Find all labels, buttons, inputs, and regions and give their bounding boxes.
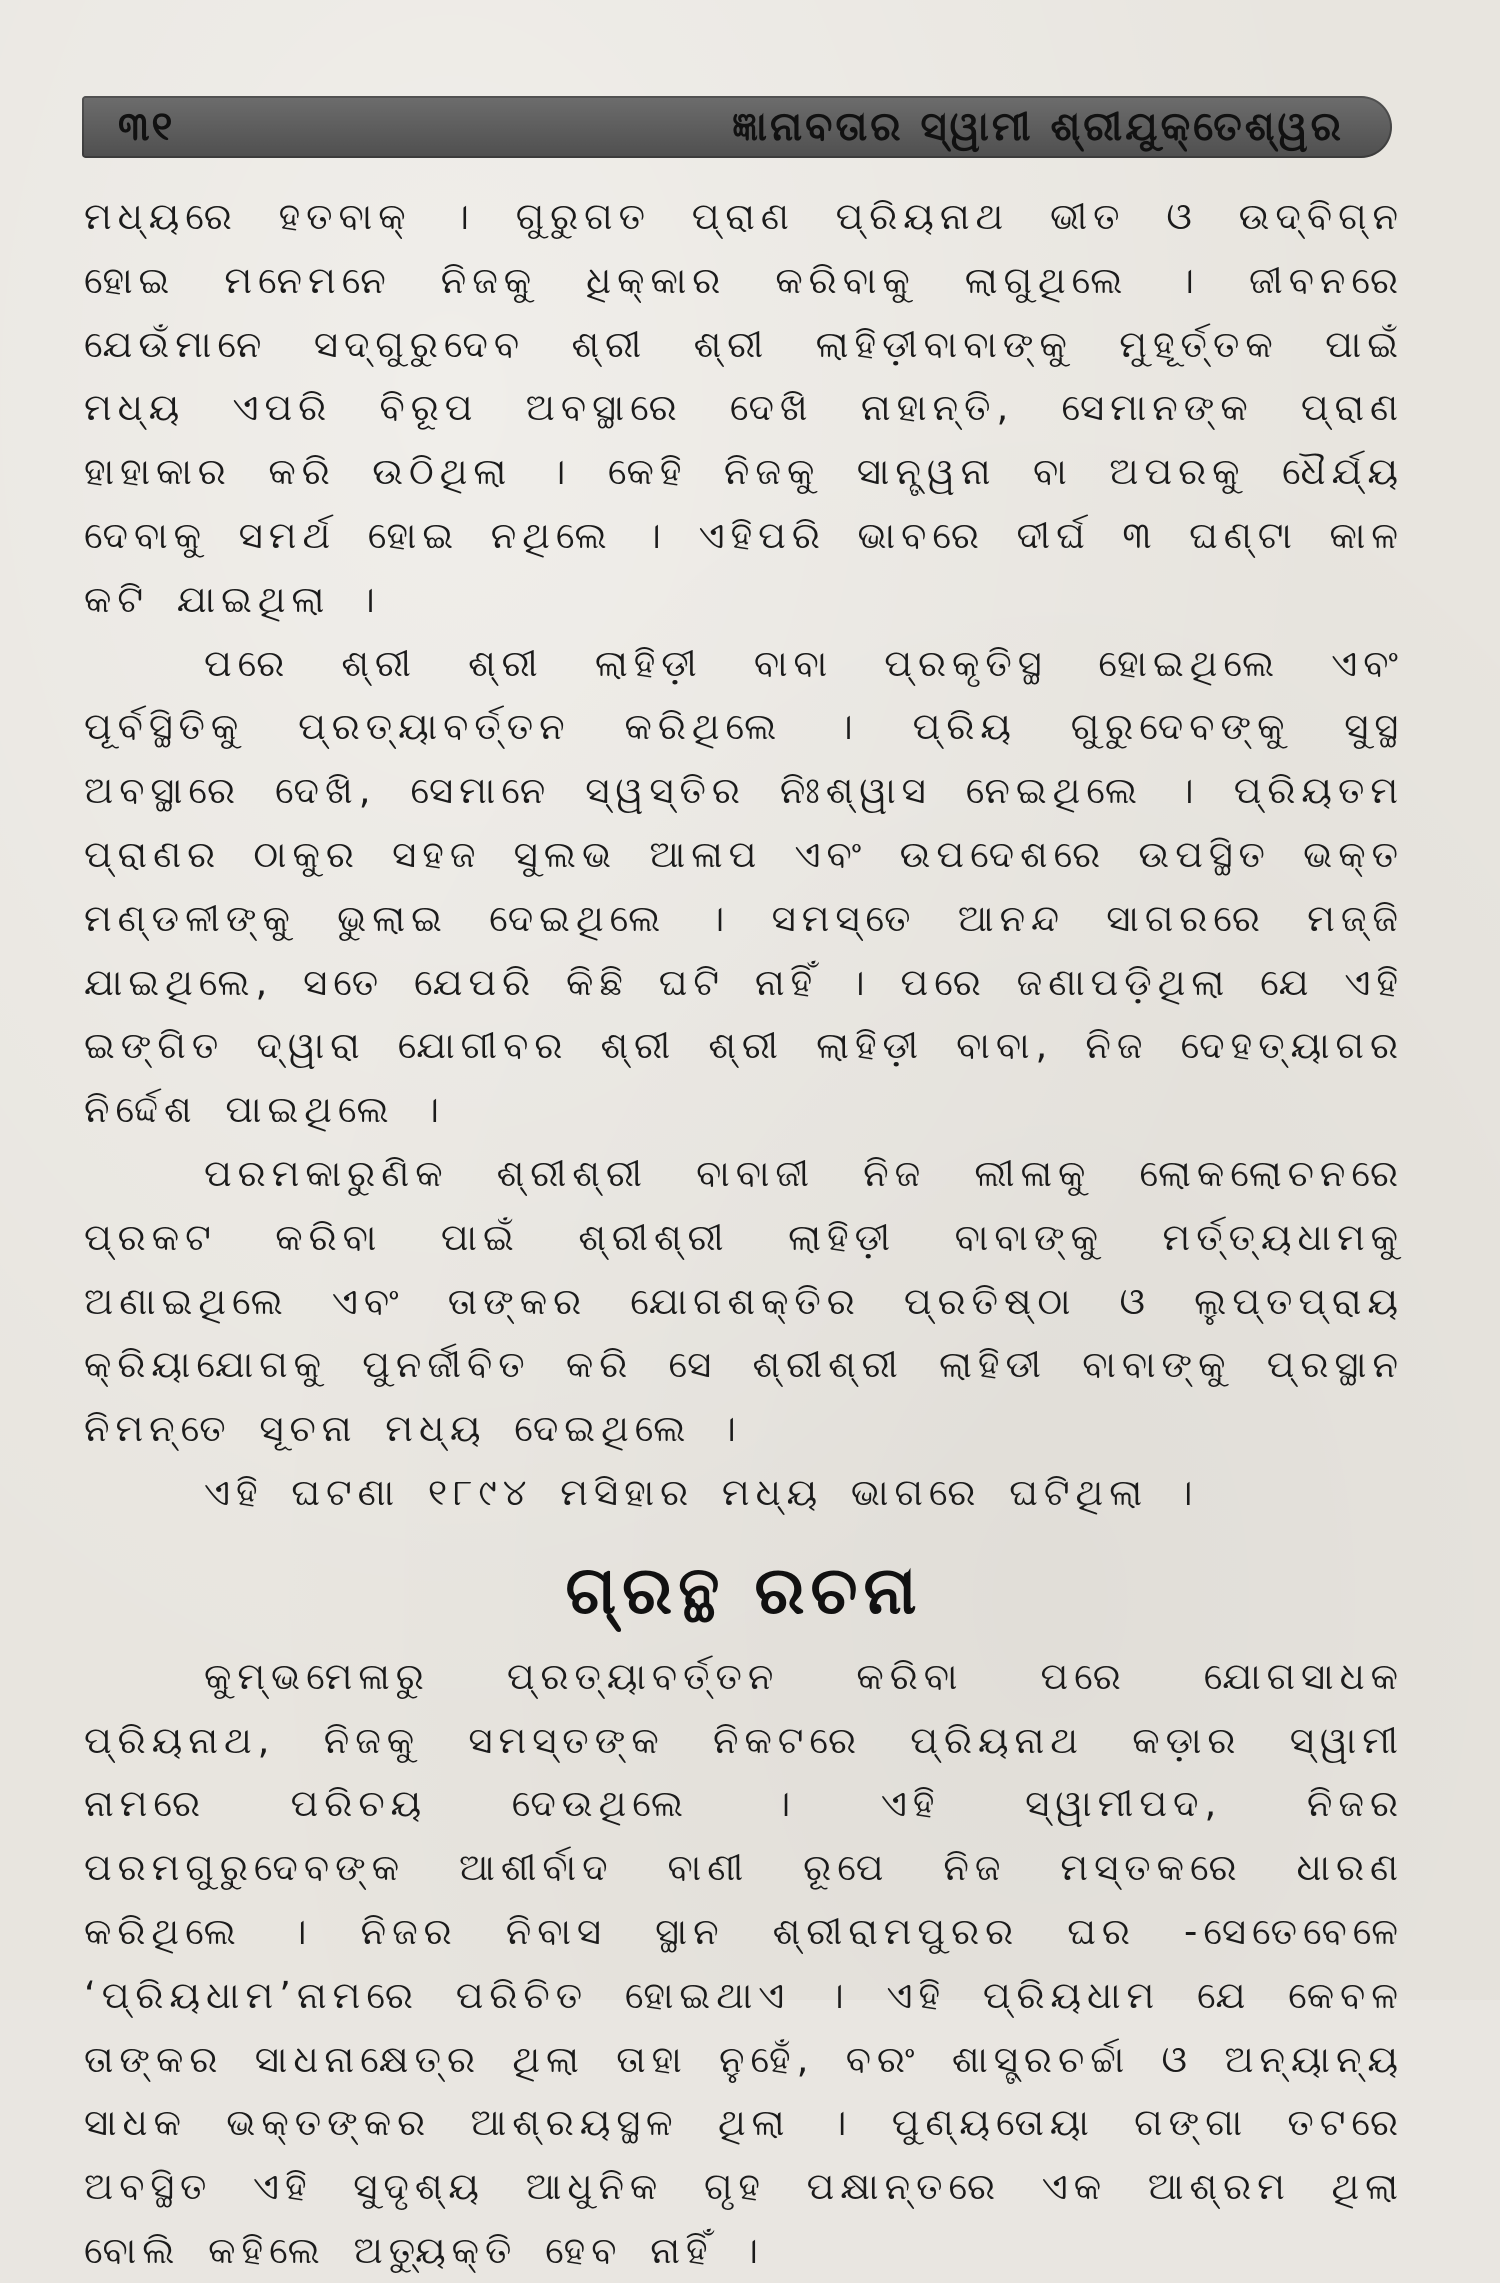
paragraph-4: ଏହି ଘଟଣା ୧୮୯୪ ମସିହାର ମଧ୍ୟ ଭାଗରେ ଘଟିଥିଲା । xyxy=(204,1470,1199,1514)
paragraph-1: ମଧ୍ୟରେ ହତବାକ୍ । ଗୁରୁଗତ ପ୍ରାଣ ପ୍ରିୟନାଥ ଭୀତ ଓ ଉଦ୍‌ବିଗ୍ନ ହୋଇ ମନେମନେ ନିଜକୁ ଧିକ୍‌କାର କରିବାକୁ ଲାଗୁଥିଲେ । ଜୀବନରେ ଯେଉଁମାନେ ସଦ୍‌ଗୁରୁଦେବ ଶ୍ରୀ ଶ୍ରୀ ଲାହିଡ଼ୀବାବାଙ୍କୁ ମୁହୂର୍ତ୍ତକ ପାଇଁ ମଧ୍ୟ ଏପରି ବିରୂପ ଅବସ୍ଥାରେ ଦେଖି ନାହାନ୍ତି, ସେମାନଙ୍କ ପ୍ରାଣ ହାହାକାର କରି ଉଠିଥିଲା । କେହି ନିଜକୁ ସାନ୍ତ୍ୱନା ବା ଅପରକୁ ଧୈର୍ଯ୍ୟ ଦେବାକୁ ସମର୍ଥ ହୋଇ ନଥିଲେ । ଏହିପରି ଭାବରେ ଦୀର୍ଘ ୩ ଘଣ୍ଟା କାଳ କଟି ଯାଇଥିଲା । xyxy=(84,195,1404,621)
page-body xyxy=(84,185,1404,2283)
running-title: ଜ୍ଞାନାବତାର ସ୍ୱାମୀ ଶ୍ରୀଯୁକ୍ତେଶ୍ୱର xyxy=(732,104,1344,150)
paragraph-3: ପରମକାରୁଣିକ ଶ୍ରୀଶ୍ରୀ ବାବାଜୀ ନିଜ ଲୀଳାକୁ ଲୋକଲୋଚନରେ ପ୍ରକଟ କରିବା ପାଇଁ ଶ୍ରୀଶ୍ରୀ ଲାହିଡ଼ୀ ବାବାଙ୍କୁ ମର୍ତ୍ତ୍ୟଧାମକୁ ଅଣାଇଥିଲେ ଏବଂ ତାଙ୍କର ଯୋଗଶକ୍ତିର ପ୍ରତିଷ୍ଠା ଓ ଲୁପ୍ତପ୍ରାୟ କ୍ରିୟାଯୋଗକୁ ପୁନର୍ଜୀବିତ କରି ସେ ଶ୍ରୀଶ୍ରୀ ଲାହିଡୀ ବାବାଙ୍କୁ ପ୍ରସ୍ଥାନ ନିମନ୍ତେ ସୂଚନା ମଧ୍ୟ ଦେଇଥିଲେ । xyxy=(84,1151,1405,1451)
section-title: ଗ୍ରନ୍ଥ ରଚନା xyxy=(565,1551,923,1629)
page-header xyxy=(82,96,1392,158)
page-number: ୩୧ xyxy=(118,104,175,150)
section-paragraph: କୁମ୍ଭମେଳାରୁ ପ୍ରତ୍ୟାବର୍ତ୍ତନ କରିବା ପରେ ଯୋଗସାଧକ ପ୍ରିୟନାଥ, ନିଜକୁ ସମସ୍ତଙ୍କ ନିକଟରେ ପ୍ରିୟନାଥ କଡ଼ାର ସ୍ୱାମୀ ନାମରେ ପରିଚୟ ଦେଉଥିଲେ । ଏହି ସ୍ୱାମୀପଦ, ନିଜର ପରମଗୁରୁଦେବଙ୍କ ଆଶୀର୍ବାଦ ବାଣୀ ରୂପେ ନିଜ ମସ୍ତକରେ ଧାରଣ କରିଥିଲେ । ନିଜର ନିବାସ ସ୍ଥାନ ଶ୍ରୀରାମପୁରର ଘର -ସେତେବେଳେ ‘ପ୍ରିୟଧାମ’ନାମରେ ପରିଚିତ ହୋଇଥାଏ । ଏହି ପ୍ରିୟଧାମ ଯେ କେବଳ ତାଙ୍କର ସାଧନାକ୍ଷେତ୍ର ଥିଲା ତାହା ନୁହେଁ, ବରଂ ଶାସ୍ତ୍ରଚର୍ଚ୍ଚା ଓ ଅନ୍ୟାନ୍ୟ ସାଧକ ଭକ୍ତଙ୍କର ଆଶ୍ରୟସ୍ଥଳ ଥିଲା । ପୁଣ୍ୟତୋୟା ଗଙ୍ଗା ତଟରେ ଅବସ୍ଥିତ ଏହି ସୁଦୃଶ୍ୟ ଆଧୁନିକ ଗୃହ ପକ୍ଷାନ୍ତରେ ଏକ ଆଶ୍ରମ ଥିଲା ବୋଲି କହିଲେ ଅତ୍ୟୁକ୍ତି ହେବ ନାହିଁ । xyxy=(84,1654,1404,2272)
paragraph-2: ପରେ ଶ୍ରୀ ଶ୍ରୀ ଲାହିଡ଼ୀ ବାବା ପ୍ରକୃତିସ୍ଥ ହୋଇଥିଲେ ଏବଂ ପୂର୍ବସ୍ଥିତିକୁ ପ୍ରତ୍ୟାବର୍ତ୍ତନ କରିଥିଲେ । ପ୍ରିୟ ଗୁରୁଦେବଙ୍କୁ ସୁସ୍ଥ ଅବସ୍ଥାରେ ଦେଖି, ସେମାନେ ସ୍ୱସ୍ତିର ନିଃଶ୍ୱାସ ନେଇଥିଲେ । ପ୍ରିୟତମ ପ୍ରାଣର ଠାକୁର ସହଜ ସୁଲଭ ଆଳାପ ଏବଂ ଉପଦେଶରେ ଉପସ୍ଥିତ ଭକ୍ତ ମଣ୍ଡଳୀଙ୍କୁ ଭୁଲାଇ ଦେଇଥିଲେ । ସମସ୍ତେ ଆନନ୍ଦ ସାଗରରେ ମଜ୍ଜି ଯାଇଥିଲେ, ସତେ ଯେପରି କିଛି ଘଟି ନାହିଁ । ପରେ ଜଣାପଡ଼ିଥିଲା ଯେ ଏହି ଇଙ୍ଗିତ ଦ୍ୱାରା ଯୋଗୀବର ଶ୍ରୀ ଶ୍ରୀ ଲାହିଡ଼ୀ ବାବା, ନିଜ ଦେହତ୍ୟାଗର ନିର୍ଦ୍ଦେଶ ପାଇଥିଲେ । xyxy=(84,641,1404,1132)
